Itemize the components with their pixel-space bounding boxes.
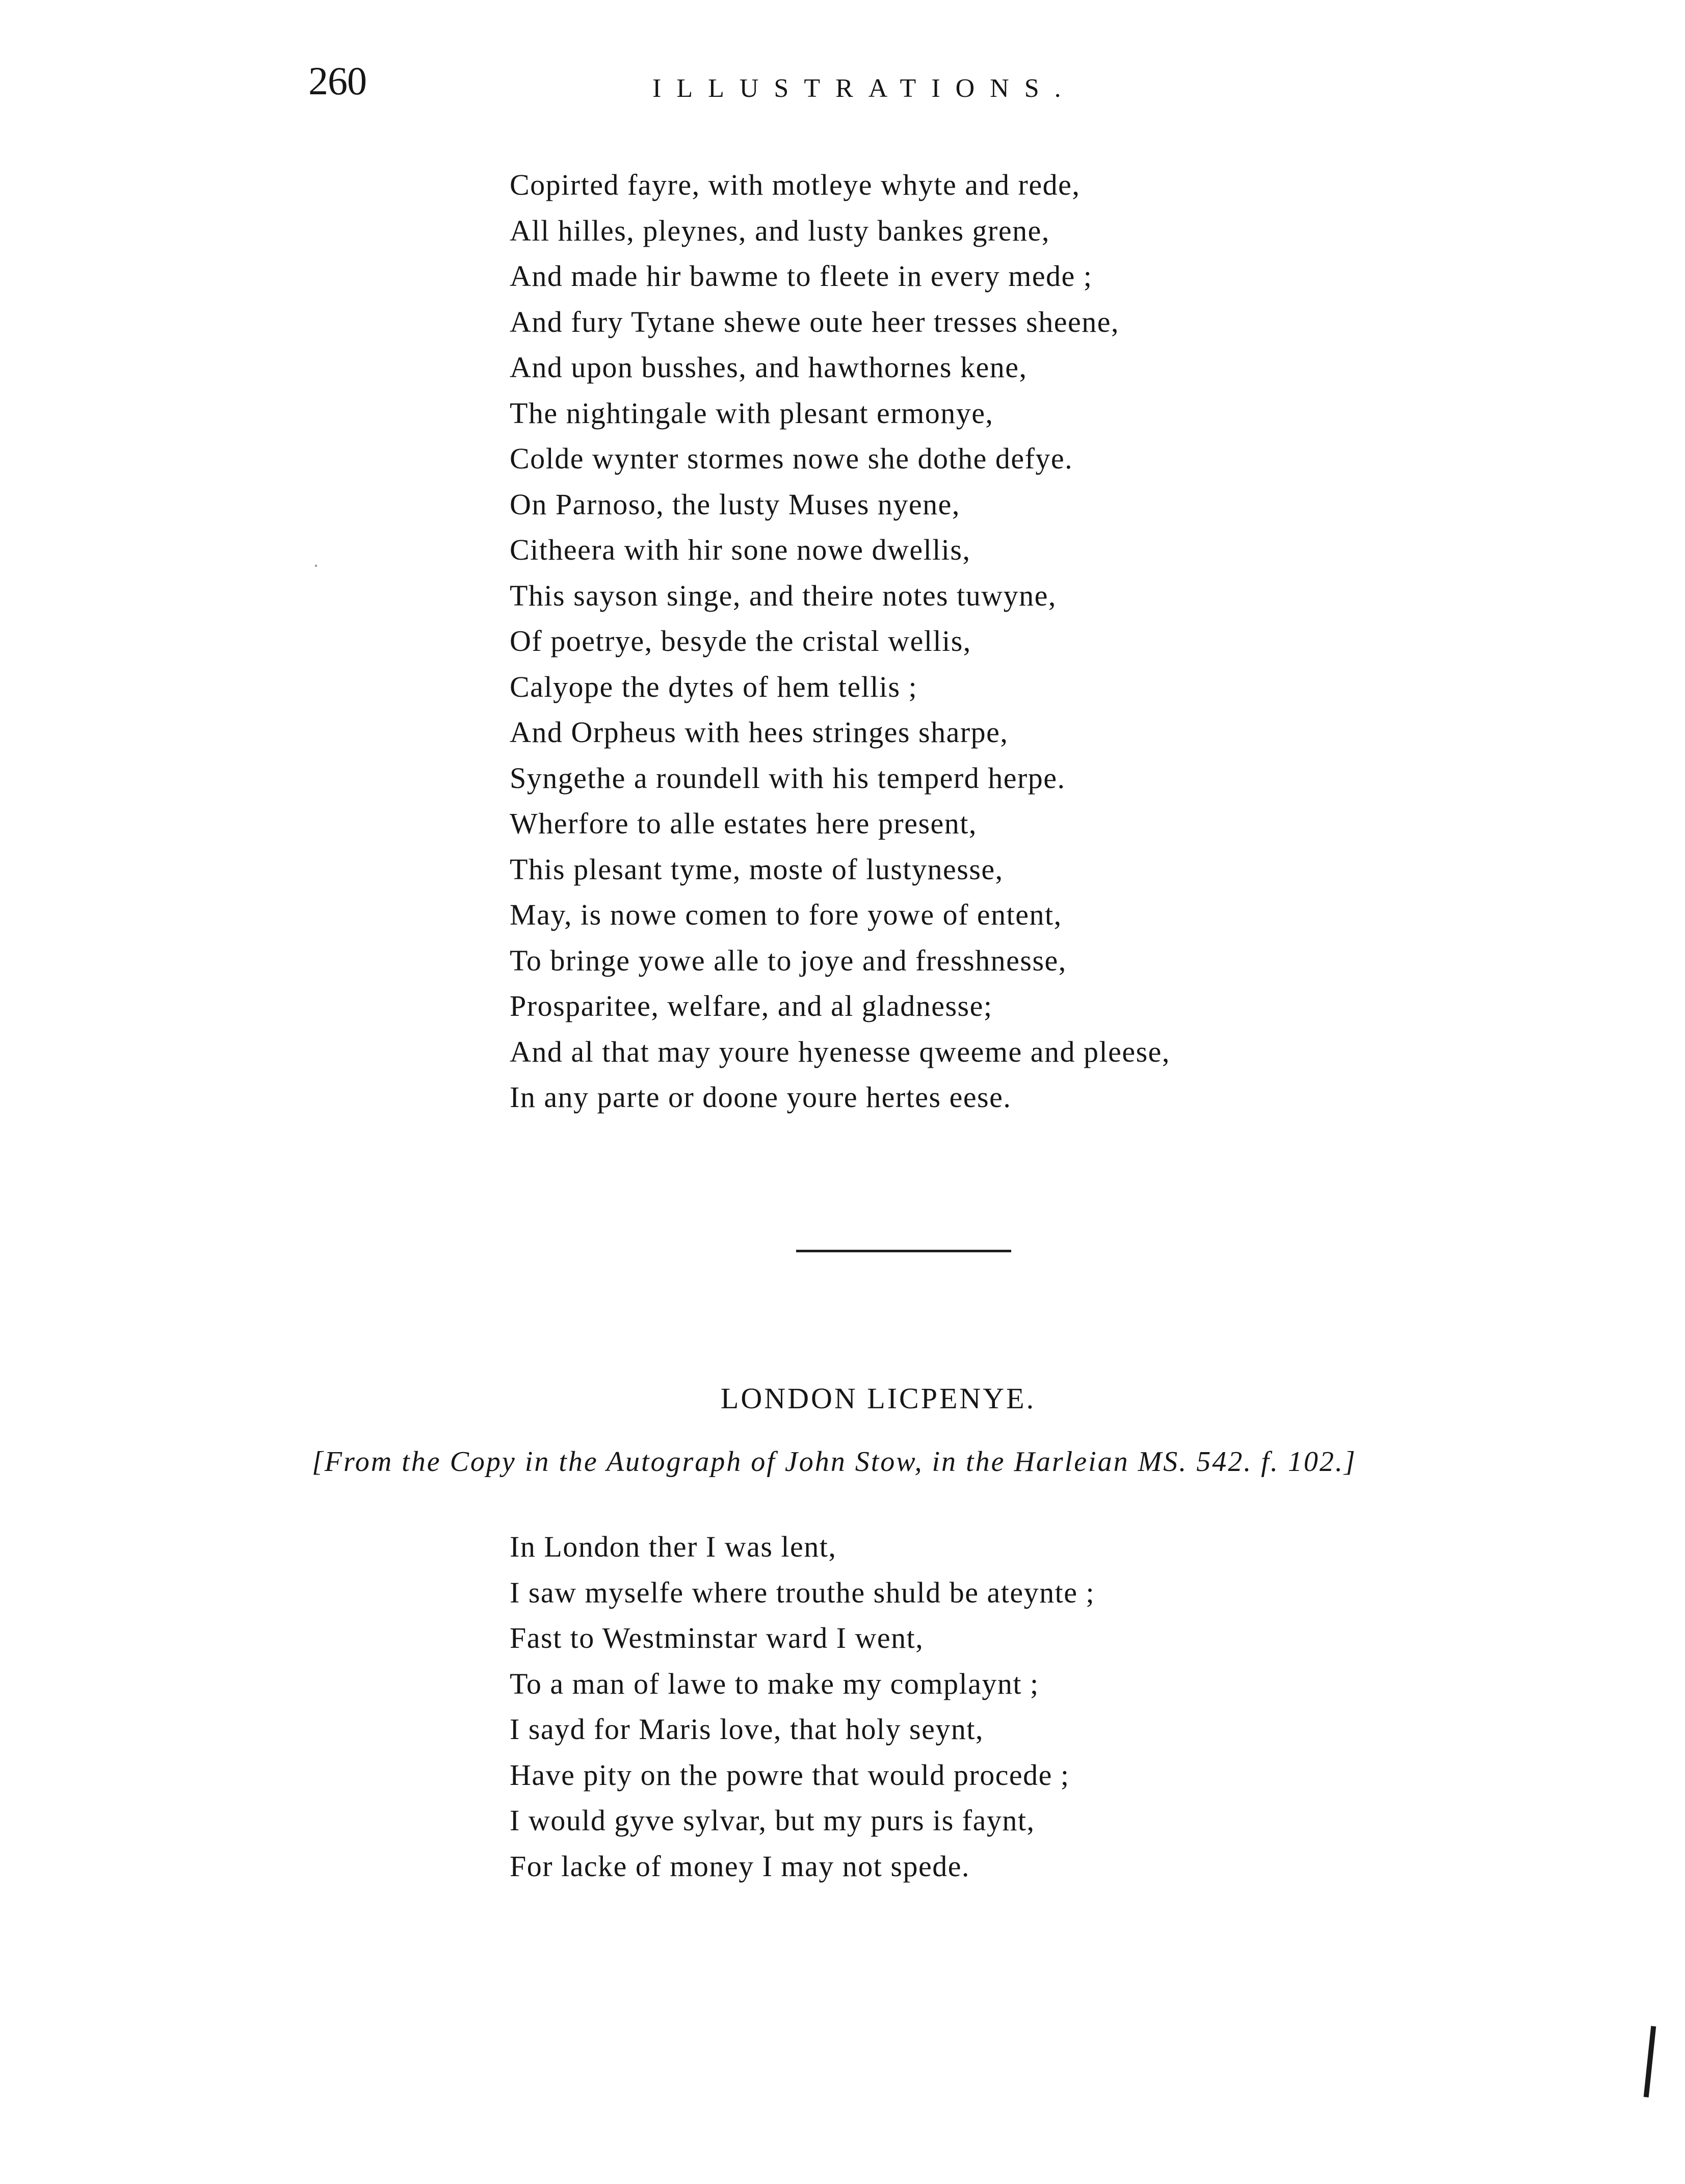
poem-line: On Parnoso, the lusty Muses nyene, [510,487,960,521]
poem-line: And fury Tytane shewe oute heer tresses sheene, [510,305,1119,338]
poem-line: Calyope the dytes of hem tellis ; [510,670,918,703]
section-divider [796,1250,1011,1252]
poem-line: In London ther I was lent, [510,1530,837,1563]
page-number: 260 [308,59,366,103]
poem-line: Have pity on the powre that would procede ; [510,1758,1070,1792]
poem-line: Prosparitee, welfare, and al gladnesse; [510,989,993,1022]
poem-line: This plesant tyme, moste of lustynesse, [510,852,1004,886]
poem-line: And al that may youre hyenesse qweeme and pleese, [510,1035,1170,1068]
poem-one [510,162,1170,1120]
poem-line: The nightingale with plesant ermonye, [510,396,994,430]
poem-line: Wherfore to alle estates here present, [510,807,977,840]
poem-line: Copirted fayre, with motleye whyte and rede, [510,168,1081,201]
poem-line: This sayson singe, and theire notes tuwyne, [510,578,1057,612]
poem-line: Of poetrye, besyde the cristal wellis, [510,624,971,657]
poem-line: And made hir bawme to fleete in every mede ; [510,259,1093,293]
poem-line: May, is nowe comen to fore yowe of entent, [510,898,1062,931]
poem-line: All hilles, pleynes, and lusty bankes grene, [510,214,1050,247]
poem-line: I would gyve sylvar, but my purs is faynt, [510,1804,1035,1837]
poem-line: Syngethe a roundell with his temperd herpe. [510,761,1066,795]
poem-line: Fast to Westminstar ward I went, [510,1621,924,1654]
poem-line: To bringe yowe alle to joye and fresshnesse, [510,943,1067,977]
section-title: LONDON LICPENYE. [720,1382,1036,1415]
poem-line: And Orpheus with hees stringes sharpe, [510,716,1009,749]
poem-line: Colde wynter stormes nowe she dothe defye. [510,442,1073,475]
source-note: [From the Copy in the Autograph of John Stow, in the Harleian MS. 542. f. 102.] [312,1446,1357,1478]
poem-line: I saw myselfe where trouthe shuld be ateynte ; [510,1575,1095,1609]
poem-line: I sayd for Maris love, that holy seynt, [510,1713,984,1746]
scan-speck [315,565,317,567]
poem-two [510,1524,1095,1889]
poem-line: Citheera with hir sone nowe dwellis, [510,533,971,566]
poem-line: To a man of lawe to make my complaynt ; [510,1667,1039,1700]
running-head: ILLUSTRATIONS. [652,74,1076,103]
scan-edge-mark [1644,2026,1656,2097]
poem-line: In any parte or doone youre hertes eese. [510,1081,1012,1114]
poem-line: And upon busshes, and hawthornes kene, [510,351,1028,384]
poem-line: For lacke of money I may not spede. [510,1849,970,1883]
